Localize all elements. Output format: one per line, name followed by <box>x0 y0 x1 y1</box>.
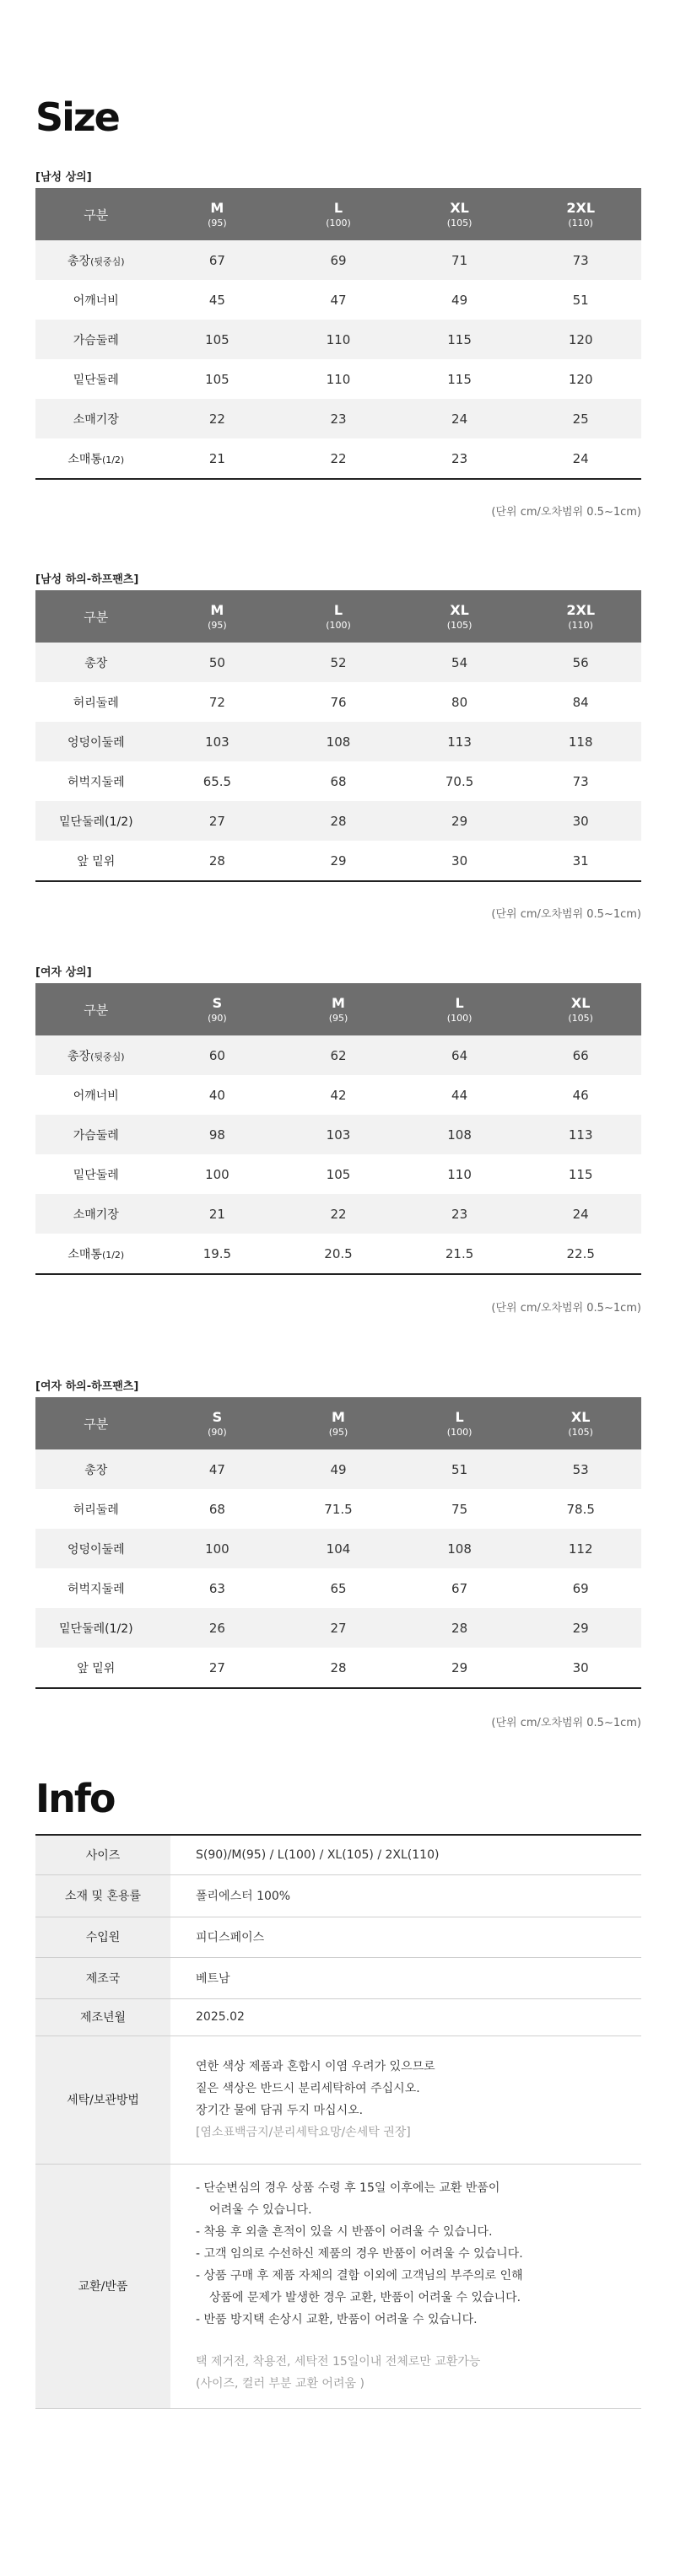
info-heading: Info <box>35 1776 115 1821</box>
cell: 51 <box>572 292 589 308</box>
col-header: 2XL (110) <box>520 590 641 643</box>
info-row-importer <box>35 1917 641 1957</box>
exchange-line: - 고객 임의로 수선하신 제품의 경우 반품이 어려울 수 있습니다. <box>196 2247 523 2261</box>
cell: 68 <box>330 773 347 789</box>
table-row <box>35 240 641 280</box>
cell: 24 <box>520 1194 641 1234</box>
row-label: 밑단둘레(1/2) <box>35 801 157 841</box>
table-row <box>35 1449 641 1489</box>
cell: 51 <box>399 1449 521 1489</box>
info-label: 소재 및 혼용률 <box>35 1874 170 1917</box>
info-value: S(90)/M(95) / L(100) / XL(105) / 2XL(110) <box>170 1835 641 1874</box>
col-header: XL (105) <box>520 1397 641 1449</box>
table-row <box>35 682 641 722</box>
cell: 24 <box>520 438 641 479</box>
cell: 80 <box>451 694 468 710</box>
cell: 69 <box>278 240 399 280</box>
row-label: 밑단둘레 <box>73 1168 119 1182</box>
exchange-line: - 상품 구매 후 제품 자체의 결함 이외에 고객님의 부주의로 인해 <box>196 2269 523 2283</box>
cell: 100 <box>205 1166 230 1182</box>
cell: 68 <box>208 1501 225 1517</box>
cell: 120 <box>568 371 593 387</box>
info-row-exchange <box>35 2164 641 2408</box>
row-label: 허벅지둘레 <box>67 775 125 789</box>
info-label: 제조국 <box>35 1957 170 1998</box>
info-table <box>35 1834 641 2409</box>
exchange-line: 상품에 문제가 발생한 경우 교환, 반품이 어려울 수 있습니다. <box>209 2291 521 2304</box>
exchange-line: - 반품 방지택 손상시 교환, 반품이 어려울 수 있습니다. <box>196 2313 478 2326</box>
table-row <box>35 801 641 841</box>
cell: 115 <box>399 320 521 359</box>
unit-note: (단위 cm/오차범위 0.5~1cm) <box>491 506 641 519</box>
row-label: 가슴둘레 <box>35 1115 157 1154</box>
header-label: 구분 <box>35 590 157 643</box>
cell: 27 <box>278 1608 399 1648</box>
size-table-women-bottom <box>35 1397 641 1689</box>
table-row <box>35 1035 641 1075</box>
cell: 113 <box>520 1115 641 1154</box>
row-label: 허리둘레 <box>73 1503 119 1517</box>
cell: 78.5 <box>566 1501 595 1517</box>
info-label: 세탁/보관방법 <box>35 2036 170 2164</box>
cell: 110 <box>447 1166 472 1182</box>
info-value: 피디스페이스 <box>170 1917 641 1957</box>
size-heading: Size <box>35 94 119 140</box>
table-row <box>35 438 641 479</box>
cell: 21 <box>157 438 278 479</box>
exchange-line: 어려울 수 있습니다. <box>209 2203 312 2217</box>
cell: 28 <box>157 841 278 881</box>
row-label: 가슴둘레 <box>35 320 157 359</box>
cell: 118 <box>520 722 641 761</box>
size-table-men-top <box>35 188 641 480</box>
unit-note: (단위 cm/오차범위 0.5~1cm) <box>491 1302 641 1315</box>
exchange-line: - 착용 후 외출 흔적이 있을 시 반품이 어려울 수 있습니다. <box>196 2225 493 2239</box>
cell: 54 <box>399 643 521 682</box>
row-label: 어깨너비 <box>73 293 119 308</box>
cell: 108 <box>399 1529 521 1568</box>
cell: 22.5 <box>520 1234 641 1274</box>
table-row <box>35 1075 641 1115</box>
cell: 115 <box>568 1166 593 1182</box>
cell: 27 <box>157 1648 278 1688</box>
cell: 30 <box>520 801 641 841</box>
cell: 27 <box>157 801 278 841</box>
table-row <box>35 399 641 438</box>
info-label: 제조년월 <box>35 1998 170 2036</box>
cell: 105 <box>157 320 278 359</box>
cell: 52 <box>278 643 399 682</box>
cell: 47 <box>157 1449 278 1489</box>
row-label: 소매기장 <box>35 399 157 438</box>
cell: 65.5 <box>202 773 232 789</box>
cell: 84 <box>572 694 589 710</box>
col-header: M (95) <box>157 188 278 240</box>
cell: 31 <box>520 841 641 881</box>
col-header: M (95) <box>278 983 399 1035</box>
info-label: 사이즈 <box>35 1835 170 1874</box>
info-label: 교환/반품 <box>35 2164 170 2408</box>
cell: 23 <box>278 399 399 438</box>
table-row <box>35 280 641 320</box>
cell: 21.5 <box>399 1234 521 1274</box>
cell: 28 <box>399 1608 521 1648</box>
cell: 44 <box>451 1087 468 1103</box>
exchange-line: - 단순변심의 경우 상품 수령 후 15일 이후에는 교환 반품이 <box>196 2181 500 2195</box>
cell: 28 <box>278 1648 399 1688</box>
size-table-women-top <box>35 983 641 1275</box>
care-line: 장기간 물에 담궈 두지 마십시오. <box>196 2104 364 2117</box>
col-header: L (100) <box>278 590 399 643</box>
cell: 65 <box>330 1580 347 1596</box>
cell: 22 <box>157 399 278 438</box>
cell: 53 <box>520 1449 641 1489</box>
cell: 73 <box>572 773 589 789</box>
cell: 113 <box>399 722 521 761</box>
row-label: 소매통(1/2) <box>35 1234 157 1274</box>
cell: 66 <box>520 1035 641 1075</box>
exchange-note: 택 제거전, 착용전, 세탁전 15일이내 전체로만 교환가능 <box>196 2355 481 2369</box>
unit-note: (단위 cm/오차범위 0.5~1cm) <box>491 908 641 921</box>
cell: 29 <box>278 841 399 881</box>
table-title-women-top: [여자 상의] <box>35 966 92 979</box>
cell: 56 <box>520 643 641 682</box>
care-line: 짙은 색상은 반드시 분리세탁하여 주십시오. <box>196 2082 420 2095</box>
cell: 112 <box>520 1529 641 1568</box>
cell: 105 <box>326 1166 351 1182</box>
col-header: 2XL (110) <box>520 188 641 240</box>
row-label: 밑단둘레(1/2) <box>35 1608 157 1648</box>
row-label: 허리둘레 <box>73 696 119 710</box>
col-header: L (100) <box>278 188 399 240</box>
table-row <box>35 1608 641 1648</box>
row-label: 총장 <box>35 643 157 682</box>
row-label: 총장(뒷중심) <box>35 240 157 280</box>
cell: 23 <box>399 438 521 479</box>
table-row <box>35 1648 641 1688</box>
header-label: 구분 <box>35 188 157 240</box>
cell: 67 <box>451 1580 468 1596</box>
cell: 30 <box>520 1648 641 1688</box>
table-row <box>35 320 641 359</box>
table-row <box>35 1115 641 1154</box>
cell: 49 <box>451 292 468 308</box>
cell: 64 <box>399 1035 521 1075</box>
cell: 71.5 <box>324 1501 353 1517</box>
row-label: 허벅지둘레 <box>67 1582 125 1596</box>
cell: 23 <box>399 1194 521 1234</box>
unit-note: (단위 cm/오차범위 0.5~1cm) <box>491 1717 641 1729</box>
info-value: 베트남 <box>170 1957 641 1998</box>
cell: 115 <box>447 371 472 387</box>
col-header: M (95) <box>278 1397 399 1449</box>
cell: 100 <box>157 1529 278 1568</box>
row-label: 밑단둘레 <box>73 373 119 387</box>
col-header: L (100) <box>399 983 521 1035</box>
cell: 21 <box>157 1194 278 1234</box>
col-header: M (95) <box>157 590 278 643</box>
table-row <box>35 643 641 682</box>
header-label: 구분 <box>35 983 157 1035</box>
row-label: 소매기장 <box>35 1194 157 1234</box>
cell: 29 <box>520 1608 641 1648</box>
cell: 26 <box>157 1608 278 1648</box>
table-row <box>35 722 641 761</box>
cell: 69 <box>572 1580 589 1596</box>
cell: 42 <box>330 1087 347 1103</box>
cell: 29 <box>399 801 521 841</box>
cell: 105 <box>205 371 230 387</box>
row-label: 엉덩이둘레 <box>35 722 157 761</box>
info-label: 수입원 <box>35 1917 170 1957</box>
cell: 25 <box>520 399 641 438</box>
info-value: 폴리에스터 100% <box>170 1874 641 1917</box>
cell: 98 <box>157 1115 278 1154</box>
cell: 110 <box>326 371 351 387</box>
table-row <box>35 1568 641 1608</box>
table-row <box>35 1154 641 1194</box>
cell: 67 <box>157 240 278 280</box>
info-row-material <box>35 1874 641 1917</box>
cell: 104 <box>278 1529 399 1568</box>
cell: 49 <box>278 1449 399 1489</box>
care-note: [염소표백금지/분리세탁요망/손세탁 권장] <box>196 2126 411 2139</box>
cell: 62 <box>278 1035 399 1075</box>
cell: 103 <box>278 1115 399 1154</box>
table-row <box>35 1529 641 1568</box>
cell: 30 <box>399 841 521 881</box>
info-row-country <box>35 1957 641 1998</box>
cell: 50 <box>157 643 278 682</box>
cell: 76 <box>330 694 347 710</box>
cell: 22 <box>278 1194 399 1234</box>
info-value <box>170 2036 641 2164</box>
cell: 63 <box>208 1580 225 1596</box>
cell: 73 <box>520 240 641 280</box>
col-header: XL (105) <box>399 188 521 240</box>
cell: 46 <box>572 1087 589 1103</box>
cell: 70.5 <box>445 773 474 789</box>
table-row <box>35 761 641 801</box>
info-value <box>170 2164 641 2408</box>
cell: 28 <box>278 801 399 841</box>
cell: 108 <box>399 1115 521 1154</box>
table-row <box>35 1234 641 1274</box>
row-label: 앞 밑위 <box>35 1648 157 1688</box>
cell: 108 <box>278 722 399 761</box>
table-title-women-bottom: [여자 하의-하프팬츠] <box>35 1380 139 1393</box>
cell: 103 <box>157 722 278 761</box>
info-row-care <box>35 2036 641 2164</box>
table-row <box>35 841 641 881</box>
row-label: 엉덩이둘레 <box>35 1529 157 1568</box>
table-row <box>35 359 641 399</box>
row-label: 소매통(1/2) <box>35 438 157 479</box>
cell: 75 <box>451 1501 468 1517</box>
info-row-date <box>35 1998 641 2036</box>
cell: 47 <box>330 292 347 308</box>
col-header: S (90) <box>157 983 278 1035</box>
cell: 24 <box>399 399 521 438</box>
cell: 40 <box>208 1087 225 1103</box>
info-value: 2025.02 <box>170 1998 641 2036</box>
cell: 22 <box>278 438 399 479</box>
col-header: L (100) <box>399 1397 521 1449</box>
col-header: XL (105) <box>520 983 641 1035</box>
cell: 45 <box>208 292 225 308</box>
header-label: 구분 <box>35 1397 157 1449</box>
table-title-men-bottom: [남성 하의-하프팬츠] <box>35 573 139 586</box>
info-row-size <box>35 1835 641 1874</box>
col-header: S (90) <box>157 1397 278 1449</box>
cell: 110 <box>278 320 399 359</box>
row-label: 앞 밑위 <box>35 841 157 881</box>
table-row <box>35 1194 641 1234</box>
cell: 19.5 <box>157 1234 278 1274</box>
exchange-note: (사이즈, 컬러 부분 교환 어려움 ) <box>196 2377 364 2390</box>
cell: 120 <box>520 320 641 359</box>
cell: 20.5 <box>278 1234 399 1274</box>
row-label: 총장(뒷중심) <box>35 1035 157 1075</box>
cell: 72 <box>208 694 225 710</box>
table-title-men-top: [남성 상의] <box>35 171 92 184</box>
col-header: XL (105) <box>399 590 521 643</box>
cell: 60 <box>157 1035 278 1075</box>
care-line: 연한 색상 제품과 혼합시 이염 우려가 있으므로 <box>196 2060 435 2073</box>
size-table-men-bottom <box>35 590 641 882</box>
table-row <box>35 1489 641 1529</box>
cell: 71 <box>399 240 521 280</box>
row-label: 어깨너비 <box>73 1089 119 1103</box>
cell: 29 <box>399 1648 521 1688</box>
row-label: 총장 <box>35 1449 157 1489</box>
